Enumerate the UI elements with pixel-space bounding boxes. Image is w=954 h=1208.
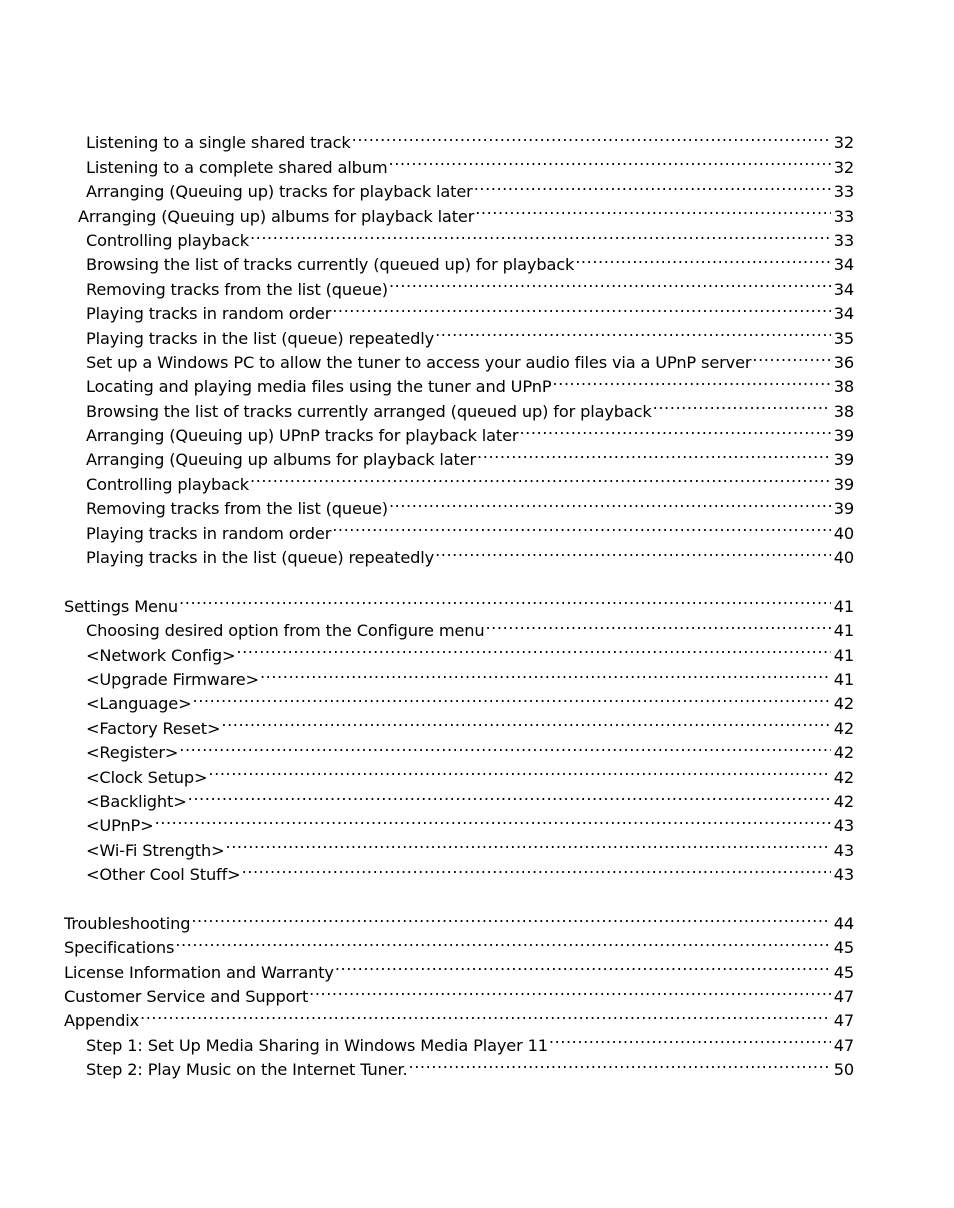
toc-entry[interactable]	[0, 246, 854, 275]
toc-group-chapters	[0, 905, 954, 1080]
toc-dot-leader	[140, 1002, 831, 1026]
toc-page-number: 40	[831, 522, 854, 546]
toc-page-number: 41	[831, 668, 854, 692]
toc-entry[interactable]	[0, 148, 854, 177]
toc-entry[interactable]	[0, 612, 854, 641]
toc-entry-title: Listening to a complete shared album	[86, 156, 389, 180]
toc-dot-leader	[208, 758, 831, 782]
toc-entry-title: Locating and playing media files using the tuner and UPnP	[86, 375, 552, 399]
toc-dot-leader	[221, 709, 831, 733]
toc-dot-leader	[260, 661, 831, 685]
toc-page-number: 45	[831, 936, 854, 960]
toc-page-number: 50	[831, 1058, 854, 1082]
toc-entry-title: <Language>	[86, 692, 193, 716]
toc-entry[interactable]	[0, 197, 854, 226]
toc-dot-leader	[389, 148, 831, 172]
toc-dot-leader	[485, 612, 831, 636]
toc-entry[interactable]	[0, 465, 854, 494]
toc-dot-leader	[155, 807, 831, 831]
toc-entry-title: <Network Config>	[86, 644, 236, 668]
toc-entry-title: <Register>	[86, 741, 179, 765]
toc-dot-leader	[409, 1051, 831, 1075]
toc-entry-title: Playing tracks in random order	[86, 302, 332, 326]
toc-page-number: 45	[831, 961, 854, 985]
toc-entry[interactable]	[0, 368, 854, 397]
toc-dot-leader	[242, 856, 831, 880]
toc-entry-title: Arranging (Queuing up) tracks for playback later	[86, 180, 474, 204]
toc-entry[interactable]	[0, 758, 854, 787]
toc-dot-leader	[188, 783, 831, 807]
toc-entry[interactable]	[0, 392, 854, 421]
toc-entry[interactable]	[0, 417, 854, 446]
toc-dot-leader	[752, 344, 831, 368]
toc-entry[interactable]	[0, 807, 854, 836]
toc-entry[interactable]	[0, 344, 854, 372]
toc-dot-leader	[226, 831, 831, 855]
toc-page-number: 33	[831, 180, 854, 204]
toc-dot-leader	[474, 173, 831, 197]
toc-entry-title: Removing tracks from the list (queue)	[86, 278, 389, 302]
toc-dot-leader	[475, 197, 831, 221]
toc-page-number: 41	[831, 644, 854, 668]
toc-entry-title: Step 2: Play Music on the Internet Tuner.	[86, 1058, 409, 1082]
toc-entry-title: <Clock Setup>	[86, 766, 208, 790]
toc-page-number: 39	[831, 497, 854, 521]
toc-entry-title: Playing tracks in random order	[86, 522, 332, 546]
toc-page-number: 34	[831, 302, 854, 326]
toc-entry-heading[interactable]	[0, 953, 854, 982]
toc-page-number: 34	[831, 278, 854, 302]
toc-page-number: 47	[831, 985, 854, 1009]
toc-entry-title: Browsing the list of tracks currently (queued up) for playback	[86, 253, 575, 277]
toc-entry-title: Controlling playback	[86, 473, 250, 497]
toc-dot-leader	[435, 319, 831, 343]
toc-dot-leader	[175, 929, 831, 953]
toc-entry-title: Customer Service and Support	[64, 985, 309, 1009]
toc-page-number: 42	[831, 790, 854, 814]
toc-dot-leader	[250, 465, 831, 489]
toc-page-number: 38	[831, 375, 854, 399]
toc-entry-heading[interactable]	[0, 905, 854, 933]
toc-dot-leader	[191, 905, 831, 929]
toc-page-number: 42	[831, 717, 854, 741]
toc-entry-title: Browsing the list of tracks currently arranged (queued up) for playback	[86, 400, 653, 424]
toc-entry[interactable]	[0, 783, 854, 811]
toc-dot-leader	[179, 587, 831, 611]
toc-page-number: 47	[831, 1034, 854, 1058]
toc-page-number: 41	[831, 595, 854, 619]
toc-entry[interactable]	[0, 270, 854, 299]
toc-page-number: 40	[831, 546, 854, 570]
toc-dot-leader	[575, 246, 831, 270]
toc-page-number: 39	[831, 473, 854, 497]
toc-entry[interactable]	[0, 636, 854, 665]
toc-entry[interactable]	[0, 173, 854, 202]
toc-entry[interactable]	[0, 539, 854, 568]
toc-page-number: 33	[831, 205, 854, 229]
toc-page-number: 43	[831, 814, 854, 838]
toc-dot-leader	[193, 685, 831, 709]
toc-page-number: 43	[831, 863, 854, 887]
toc-entry-title: Arranging (Queuing up) albums for playback later	[78, 205, 475, 229]
toc-page-number: 42	[831, 692, 854, 716]
toc-dot-leader	[477, 441, 831, 465]
toc-entry-heading[interactable]	[0, 929, 854, 958]
toc-page-number: 39	[831, 424, 854, 448]
toc-entry-title: Settings Menu	[64, 595, 179, 619]
toc-entry-title: License Information and Warranty	[64, 961, 335, 985]
toc-entry[interactable]	[0, 709, 854, 738]
toc-dot-leader	[309, 978, 831, 1002]
toc-entry[interactable]	[0, 1026, 854, 1055]
toc-entry[interactable]	[0, 490, 854, 519]
toc-entry[interactable]	[0, 831, 854, 860]
toc-page-number: 38	[831, 400, 854, 424]
toc-entry-title: Troubleshooting	[64, 912, 191, 936]
toc-entry-heading[interactable]	[0, 587, 854, 616]
toc-page-number: 41	[831, 619, 854, 643]
toc-dot-leader	[335, 953, 831, 977]
toc-entry-heading[interactable]	[0, 978, 854, 1007]
toc-page-number: 42	[831, 741, 854, 765]
toc-dot-leader	[352, 124, 831, 148]
toc-entry-title: <Factory Reset>	[86, 717, 221, 741]
toc-entry-title: Controlling playback	[86, 229, 250, 253]
toc-entry[interactable]	[0, 295, 854, 324]
toc-entry-title: Set up a Windows PC to allow the tuner to access your audio files via a UPnP server	[86, 351, 752, 375]
toc-entry-title: Arranging (Queuing up) UPnP tracks for playback later	[86, 424, 519, 448]
toc-page-number: 43	[831, 839, 854, 863]
toc-entry[interactable]	[0, 441, 854, 470]
toc-entry[interactable]	[0, 661, 854, 689]
toc-dot-leader	[250, 222, 831, 246]
toc-page-number: 42	[831, 766, 854, 790]
toc-dot-leader	[519, 417, 831, 441]
table-of-contents	[0, 124, 954, 1080]
toc-entry-title: <Upgrade Firmware>	[86, 668, 260, 692]
toc-page-number: 32	[831, 156, 854, 180]
toc-entry[interactable]	[0, 856, 854, 885]
toc-dot-leader	[653, 392, 831, 416]
toc-page-number: 34	[831, 253, 854, 277]
toc-entry[interactable]	[0, 685, 854, 714]
toc-entry[interactable]	[0, 222, 854, 250]
toc-entry-title: Specifications	[64, 936, 175, 960]
toc-entry-title: Choosing desired option from the Configure menu	[86, 619, 485, 643]
toc-entry-title: <Wi-Fi Strength>	[86, 839, 226, 863]
toc-page-number: 44	[831, 912, 854, 936]
toc-group-settings	[0, 587, 954, 885]
toc-page-number: 35	[831, 327, 854, 351]
toc-entry[interactable]	[0, 734, 854, 763]
toc-entry-title: Step 1: Set Up Media Sharing in Windows Media Player 11	[86, 1034, 549, 1058]
toc-dot-leader	[332, 514, 831, 538]
toc-dot-leader	[435, 539, 831, 563]
toc-entry-title: Appendix	[64, 1009, 140, 1033]
toc-entry-title: Removing tracks from the list (queue)	[86, 497, 389, 521]
toc-entry[interactable]	[0, 319, 854, 348]
toc-dot-leader	[179, 734, 831, 758]
toc-dot-leader	[389, 490, 831, 514]
toc-entry-title: <UPnP>	[86, 814, 155, 838]
toc-entry-heading[interactable]	[0, 1002, 854, 1031]
toc-page-number: 36	[831, 351, 854, 375]
toc-entry[interactable]	[0, 124, 854, 153]
toc-dot-leader	[332, 295, 831, 319]
toc-entry[interactable]	[0, 1051, 854, 1080]
toc-dot-leader	[389, 270, 831, 294]
toc-page-number: 47	[831, 1009, 854, 1033]
toc-entry-title: <Other Cool Stuff>	[86, 863, 242, 887]
toc-page-number: 32	[831, 131, 854, 155]
toc-entry[interactable]	[0, 514, 854, 543]
toc-entry-title: Playing tracks in the list (queue) repeatedly	[86, 327, 435, 351]
toc-page-number: 33	[831, 229, 854, 253]
toc-entry-title: <Backlight>	[86, 790, 188, 814]
toc-entry-title: Arranging (Queuing up albums for playback later	[86, 448, 477, 472]
toc-dot-leader	[552, 368, 831, 392]
toc-entry-title: Listening to a single shared track	[86, 131, 352, 155]
toc-dot-leader	[549, 1026, 831, 1050]
toc-entry-title: Playing tracks in the list (queue) repeatedly	[86, 546, 435, 570]
toc-page-number: 39	[831, 448, 854, 472]
toc-group-playback	[0, 124, 954, 568]
toc-dot-leader	[236, 636, 831, 660]
